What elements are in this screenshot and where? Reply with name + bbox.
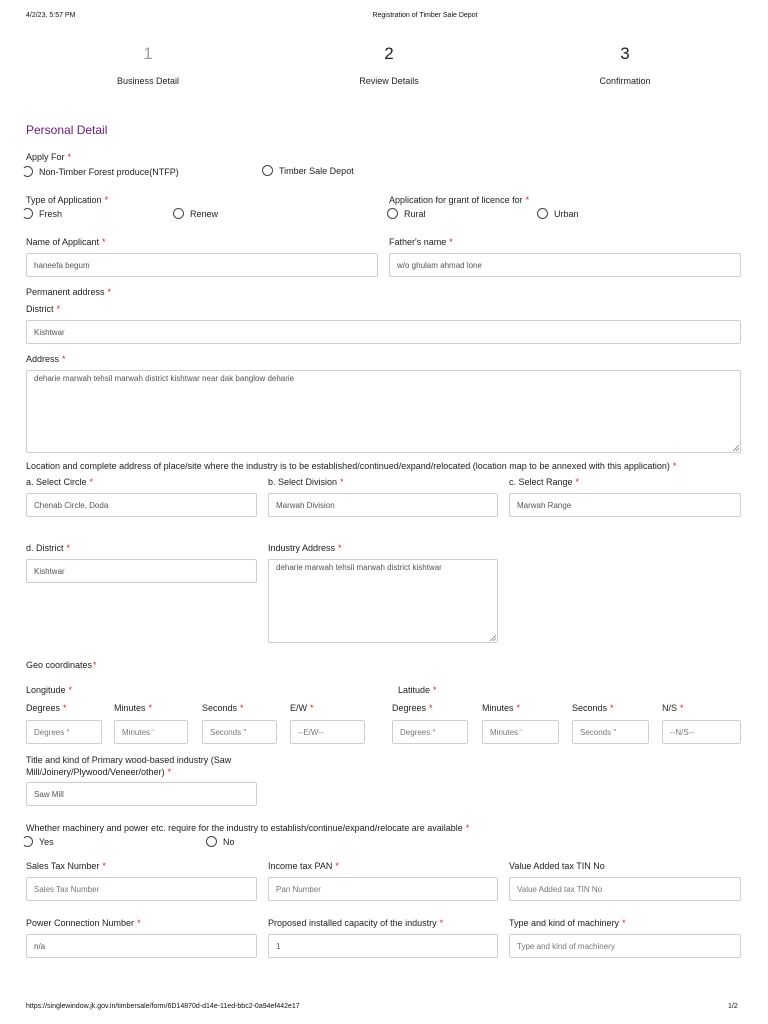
step-2-number: 2 <box>384 44 394 63</box>
print-datetime: 4/2/23, 5:57 PM <box>26 12 76 19</box>
radio-circle-icon <box>262 165 273 176</box>
lat-ns-label: N/S * <box>662 703 684 713</box>
radio-circle-icon <box>537 208 548 219</box>
lat-ns-select[interactable]: --N/S-- <box>662 720 741 744</box>
lon-degrees-input[interactable]: Degrees ° <box>26 720 102 744</box>
capacity-label: Proposed installed capacity of the industry * <box>268 918 444 928</box>
industry-address-textarea[interactable] <box>268 559 498 643</box>
power-connection-label: Power Connection Number * <box>26 918 141 928</box>
radio-circle-icon <box>173 208 184 219</box>
address-textarea[interactable] <box>26 370 741 453</box>
lat-minutes-label: Minutes * <box>482 703 521 713</box>
power-connection-input[interactable]: n/a <box>26 934 257 958</box>
pan-label: Income tax PAN * <box>268 861 339 871</box>
radio-ntfp[interactable] <box>26 166 179 177</box>
radio-urban-label: Urban <box>554 208 579 219</box>
lon-degrees-label: Degrees * <box>26 703 67 713</box>
applicant-name-label: Name of Applicant * <box>26 237 106 247</box>
lon-minutes-input[interactable]: Minutes ' <box>114 720 188 744</box>
lon-ew-select[interactable]: --E/W-- <box>290 720 365 744</box>
section-title: Personal Detail <box>26 123 108 137</box>
latitude-label: Latitude * <box>398 685 437 695</box>
sales-tax-label: Sales Tax Number * <box>26 861 106 871</box>
apply-for-label: Apply For * <box>26 152 72 162</box>
radio-circle-icon <box>22 208 33 219</box>
radio-circle-icon <box>387 208 398 219</box>
radio-urban[interactable] <box>537 208 579 219</box>
lat-seconds-label: Seconds * <box>572 703 614 713</box>
vat-tin-label: Value Added tax TIN No <box>509 861 605 871</box>
select-division-label: b. Select Division * <box>268 477 344 487</box>
step-2-label: Review Details <box>359 76 419 86</box>
location-label: Location and complete address of place/site where the industry is to be established/continued/expand/relocated (location map to be annexed with this application) * <box>26 461 677 471</box>
licence-for-label: Application for grant of licence for * <box>389 195 530 205</box>
machinery-available-label: Whether machinery and power etc. require for the industry to establish/continue/expand/relocate are available * <box>26 823 470 833</box>
radio-renew-label: Renew <box>190 208 219 219</box>
radio-timber-sale-depot[interactable] <box>262 165 354 176</box>
lat-seconds-input[interactable]: Seconds " <box>572 720 649 744</box>
radio-renew[interactable] <box>173 208 218 219</box>
radio-timber-sale-depot-label: Timber Sale Depot <box>279 165 354 176</box>
lon-seconds-input[interactable]: Seconds " <box>202 720 277 744</box>
location-district-input[interactable]: Kishtwar <box>26 559 257 583</box>
step-3-number: 3 <box>620 44 630 63</box>
resize-handle-icon[interactable] <box>490 635 496 641</box>
lat-minutes-input[interactable]: Minutes ' <box>482 720 559 744</box>
select-range[interactable]: Marwah Range <box>509 493 741 517</box>
address-text: deharie marwah tehsil marwah district kishtwar near dak banglow deharie <box>34 374 295 383</box>
industry-address-text: deharie marwah tehsil marwah district kishtwar <box>276 563 442 572</box>
print-page-number: 1/2 <box>728 1003 738 1010</box>
select-division[interactable]: Marwah Division <box>268 493 498 517</box>
step-3-label: Confirmation <box>599 76 651 86</box>
radio-yes[interactable] <box>26 836 54 847</box>
applicant-name-input[interactable]: haneefa begum <box>26 253 378 277</box>
application-type-label: Type of Application * <box>26 195 109 205</box>
radio-circle-icon <box>206 836 217 847</box>
select-circle-label: a. Select Circle * <box>26 477 94 487</box>
radio-rural[interactable] <box>387 208 426 219</box>
print-url: https://singlewindow.jk.gov.in/timbersale/form/6D14870d-d14e-11ed-bbc2-0a94ef442e17 <box>26 1003 300 1010</box>
address-label: Address * <box>26 354 66 364</box>
permanent-address-label: Permanent address * <box>26 287 112 297</box>
step-1-label: Business Detail <box>116 76 180 86</box>
capacity-input[interactable]: 1 <box>268 934 498 958</box>
location-district-label: d. District * <box>26 543 71 553</box>
step-1-number: 1 <box>143 44 153 63</box>
industry-kind-label: Title and kind of Primary wood-based industry (Saw Mill/Joinery/Plywood/Veneer/other) * <box>26 755 232 777</box>
machinery-type-label: Type and kind of machinery * <box>509 918 626 928</box>
radio-rural-label: Rural <box>404 208 426 219</box>
select-circle[interactable]: Chenab Circle, Doda <box>26 493 257 517</box>
industry-address-label: Industry Address * <box>268 543 342 553</box>
lon-ew-label: E/W * <box>290 703 314 713</box>
lat-degrees-input[interactable]: Degrees ° <box>392 720 468 744</box>
select-range-label: c. Select Range * <box>509 477 580 487</box>
machinery-type-input[interactable]: Type and kind of machinery <box>509 934 741 958</box>
father-name-input[interactable]: w/o ghulam ahmad lone <box>389 253 741 277</box>
radio-ntfp-label: Non-Timber Forest produce(NTFP) <box>39 166 179 177</box>
resize-handle-icon[interactable] <box>733 445 739 451</box>
radio-no[interactable] <box>206 836 235 847</box>
longitude-label: Longitude * <box>26 685 73 695</box>
geo-coordinates-label: Geo coordinates* <box>26 660 97 670</box>
father-name-label: Father's name * <box>389 237 453 247</box>
print-doc-title: Registration of Timber Sale Depot <box>372 12 478 19</box>
radio-yes-label: Yes <box>39 836 54 847</box>
lon-seconds-label: Seconds * <box>202 703 244 713</box>
industry-kind-input[interactable]: Saw Mill <box>26 782 257 806</box>
radio-fresh[interactable] <box>26 208 62 219</box>
radio-circle-icon <box>22 836 33 847</box>
district-label: District * <box>26 304 61 314</box>
pan-input[interactable]: Pan Number <box>268 877 498 901</box>
district-input[interactable]: Kishtwar <box>26 320 741 344</box>
vat-tin-input[interactable]: Value Added tax TIN No <box>509 877 741 901</box>
lat-degrees-label: Degrees * <box>392 703 433 713</box>
sales-tax-input[interactable]: Sales Tax Number <box>26 877 257 901</box>
lon-minutes-label: Minutes * <box>114 703 153 713</box>
radio-fresh-label: Fresh <box>39 208 63 219</box>
radio-no-label: No <box>223 836 235 847</box>
radio-circle-icon <box>22 166 33 177</box>
